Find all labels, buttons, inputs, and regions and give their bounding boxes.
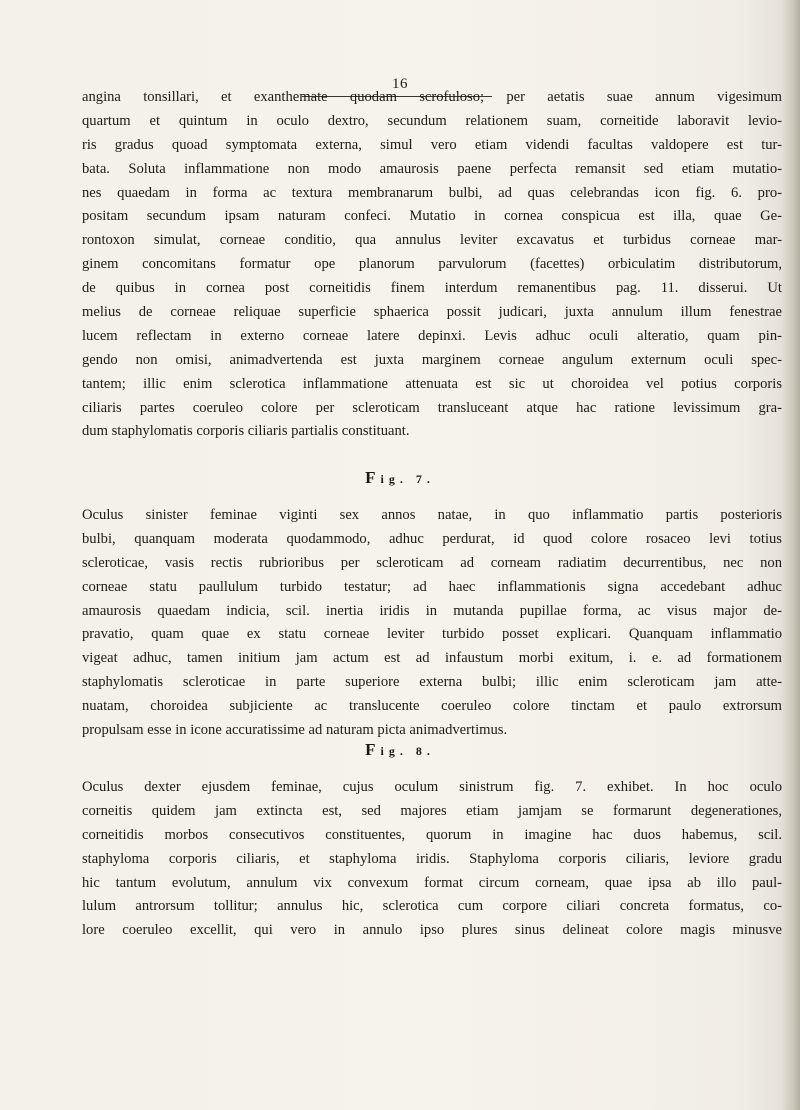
- text-line: gendo non omisi, animadvertenda est juxta marginem corneae angulum externum oculi spec-: [82, 351, 782, 368]
- text-line: angina tonsillari, et exanthemate quodam scrofuloso; per aetatis suae annum vigesimum: [82, 89, 782, 105]
- text-line: tantem; illic enim sclerotica inflammatione attenuata est sic ut choroidea vel potius corporis: [82, 375, 782, 392]
- text-line: lulum antrorsum tollitur; annulus hic, sclerotica cum corpore ciliari concreta formatus, co-: [82, 898, 782, 915]
- text-line: dum staphylomatis corporis ciliaris partialis constituant.: [82, 423, 410, 440]
- text-line: corneae statu paullulum turbido testatur; ad haec inflammationis signa accedebant adhuc: [82, 578, 782, 595]
- page-edge-shadow: [782, 0, 800, 1110]
- text-line: scleroticae, vasis rectis rubrioribus per scleroticam ad corneam radiatim decurrentibus, nec non: [82, 554, 782, 571]
- text-line: rontoxon simulat, corneae conditio, qua annulus leviter excavatus et turbidus corneae mar-: [82, 232, 782, 249]
- heading-rest: ig. 8.: [380, 744, 435, 758]
- text-line: lucem reflectam in externo corneae latere depinxi. Levis adhuc oculi alteratio, quam pin-: [82, 327, 782, 344]
- text-line: corneitidis morbos consecutivos constituentes, quorum in imagine hac duos habemus, scil.: [82, 826, 782, 843]
- paragraph-1: [82, 86, 782, 444]
- paragraph-2: [82, 504, 782, 743]
- text-line: lore coeruleo excellit, qui vero in annulo ipso plures sinus delineat colore magis minusve: [82, 922, 782, 939]
- text-line: Oculus sinister feminae viginti sex annos natae, in quo inflammatio partis posterioris: [82, 507, 782, 523]
- text-line: pravatio, quam quae ex statu corneae leviter turbido posset explicari. Quanquam inflammatio: [82, 626, 782, 643]
- heading-initial: F: [365, 740, 381, 759]
- text-line: quartum et quintum in oculo dextro, secundum relationem suam, corneitide laboravit levio-: [82, 112, 782, 129]
- text-line: propulsam esse in icone accuratissime ad naturam picta animadvertimus.: [82, 722, 508, 739]
- figure-heading-8: [0, 740, 800, 760]
- figure-heading-7: [0, 468, 800, 488]
- text-line: positam secundum ipsam naturam confeci. Mutatio in cornea conspicua est illa, quae Ge-: [82, 208, 782, 225]
- text-line: ciliaris partes coeruleo colore per scleroticam transluceant atque hac ratione levissimum gra-: [82, 399, 782, 416]
- paragraph-3: [82, 776, 782, 943]
- text-line: staphylomatis scleroticae in parte superiore externa bulbi; illic enim scleroticam jam atte-: [82, 674, 782, 691]
- heading-rest: ig. 7.: [380, 472, 435, 486]
- page-number: 16: [392, 76, 408, 92]
- text-line: de quibus in cornea post corneitidis finem interdum remanentibus pag. 11. disserui. Ut: [82, 280, 782, 297]
- text-line: amaurosis quaedam indicia, scil. inertia iridis in mutanda pupillae forma, ac visus major de-: [82, 602, 782, 619]
- text-line: nuatam, choroidea subjiciente ac translucente coeruleo colore tinctam et paulo extrorsum: [82, 698, 782, 715]
- text-line: Oculus dexter ejusdem feminae, cujus oculum sinistrum fig. 7. exhibet. In hoc oculo: [82, 779, 782, 795]
- text-line: staphyloma corporis ciliaris, et staphyloma iridis. Staphyloma corporis ciliaris, leviore gradu: [82, 850, 782, 867]
- text-line: ris gradus quoad symptomata externa, simul vero etiam videndi facultas valdopere est tur-: [82, 136, 782, 153]
- text-line: melius de corneae reliquae superficie sphaerica possit judicari, juxta annulum illum fenestrae: [82, 304, 782, 321]
- text-line: hic tantum evolutum, annulum vix convexum format circum corneam, quae ipsa ab illo paul-: [82, 874, 782, 891]
- text-line: ginem concomitans formatur ope planorum parvulorum (facettes) orbiculatim distributorum,: [82, 256, 782, 273]
- text-line: bata. Soluta inflammatione non modo amaurosis paene perfecta remansit sed etiam mutatio-: [82, 160, 782, 177]
- heading-initial: F: [365, 468, 381, 487]
- text-line: nes quaedam in forma ac textura membranarum bulbi, ad quas celebrandas icon fig. 6. pro-: [82, 184, 782, 201]
- text-line: vigeat adhuc, tamen initium jam actum est ad infaustum morbi exitum, i. e. ad formationem: [82, 650, 782, 667]
- text-line: bulbi, quanquam moderata quodammodo, adhuc perdurat, id quod colore rosaceo levi totius: [82, 530, 782, 547]
- text-line: corneitis quidem jam extincta est, sed majores etiam jamjam se formarunt degenerationes,: [82, 802, 782, 819]
